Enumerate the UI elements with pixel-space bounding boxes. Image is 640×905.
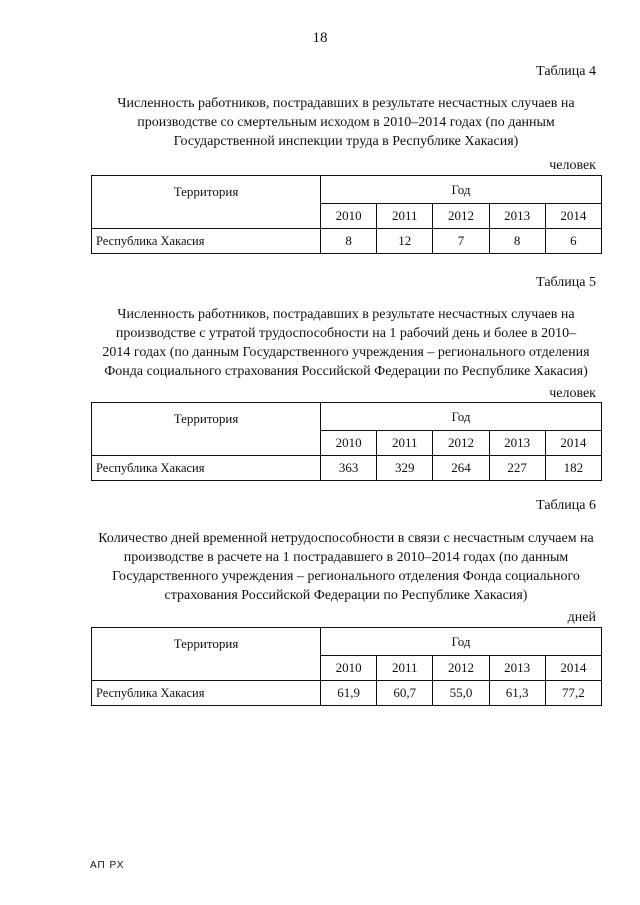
year-cell: 2013 (489, 204, 545, 229)
table-5-title (90, 305, 602, 381)
title-line: Государственного учреждения – регионального отделения Фонда социального (112, 569, 580, 584)
territory-header: Территория (92, 628, 321, 681)
year-cell: 2012 (433, 431, 489, 456)
year-cell: 2010 (321, 656, 377, 681)
table-5 (91, 402, 602, 481)
value-cell: 55,0 (433, 681, 489, 706)
value-cell: 8 (321, 229, 377, 254)
value-cell: 182 (545, 456, 601, 481)
value-cell: 8 (489, 229, 545, 254)
table-6-unit: дней (567, 610, 596, 625)
year-header: Год (321, 403, 602, 431)
year-cell: 2010 (321, 431, 377, 456)
year-cell: 2012 (433, 656, 489, 681)
value-cell: 6 (545, 229, 601, 254)
year-header: Год (321, 628, 602, 656)
table-6-label: Таблица 6 (536, 498, 596, 513)
title-line: Численность работников, пострадавших в результате несчастных случаев на (117, 96, 575, 111)
table-6-title (90, 529, 602, 605)
table-4-title (90, 94, 602, 151)
year-cell: 2013 (489, 431, 545, 456)
table-6 (91, 627, 602, 706)
territory-header: Территория (92, 403, 321, 456)
footer-stamp: АП РХ (90, 860, 125, 871)
value-cell: 227 (489, 456, 545, 481)
year-cell: 2013 (489, 656, 545, 681)
title-line: производстве со смертельным исходом в 2010–2014 годах (по данным (137, 115, 555, 130)
title-line: Государственной инспекции труда в Республике Хакасия) (173, 134, 519, 149)
title-line: производстве с утратой трудоспособности на 1 рабочий день и более в 2010– (115, 326, 577, 341)
value-cell: 7 (433, 229, 489, 254)
title-line: производстве в расчете на 1 пострадавшего в 2010–2014 годах (по данным (123, 550, 569, 565)
year-cell: 2014 (545, 431, 601, 456)
year-cell: 2011 (377, 204, 433, 229)
year-cell: 2014 (545, 656, 601, 681)
row-name: Республика Хакасия (92, 229, 321, 254)
title-line: страхования Российской Федерации по Республике Хакасия) (164, 588, 528, 603)
value-cell: 60,7 (377, 681, 433, 706)
row-name: Республика Хакасия (92, 456, 321, 481)
table-4-unit: человек (549, 158, 596, 173)
title-line: Фонда социального страхования Российской Федерации по Республике Хакасия) (104, 364, 588, 379)
year-cell: 2012 (433, 204, 489, 229)
value-cell: 12 (377, 229, 433, 254)
table-4 (91, 175, 602, 254)
value-cell: 61,9 (321, 681, 377, 706)
title-line: Количество дней временной нетрудоспособности в связи с несчастным случаем на (98, 531, 594, 546)
table-5-label: Таблица 5 (536, 275, 596, 290)
table-5-unit: человек (549, 386, 596, 401)
year-cell: 2011 (377, 656, 433, 681)
value-cell: 264 (433, 456, 489, 481)
year-cell: 2010 (321, 204, 377, 229)
row-name: Республика Хакасия (92, 681, 321, 706)
value-cell: 363 (321, 456, 377, 481)
value-cell: 61,3 (489, 681, 545, 706)
title-line: 2014 годах (по данным Государственного учреждения – регионального отделения (102, 345, 590, 360)
territory-header: Территория (92, 176, 321, 229)
table-4-label: Таблица 4 (536, 64, 596, 79)
year-cell: 2011 (377, 431, 433, 456)
value-cell: 329 (377, 456, 433, 481)
value-cell: 77,2 (545, 681, 601, 706)
title-line: Численность работников, пострадавших в результате несчастных случаев на (117, 307, 575, 322)
page-number: 18 (312, 30, 328, 46)
year-cell: 2014 (545, 204, 601, 229)
year-header: Год (321, 176, 602, 204)
